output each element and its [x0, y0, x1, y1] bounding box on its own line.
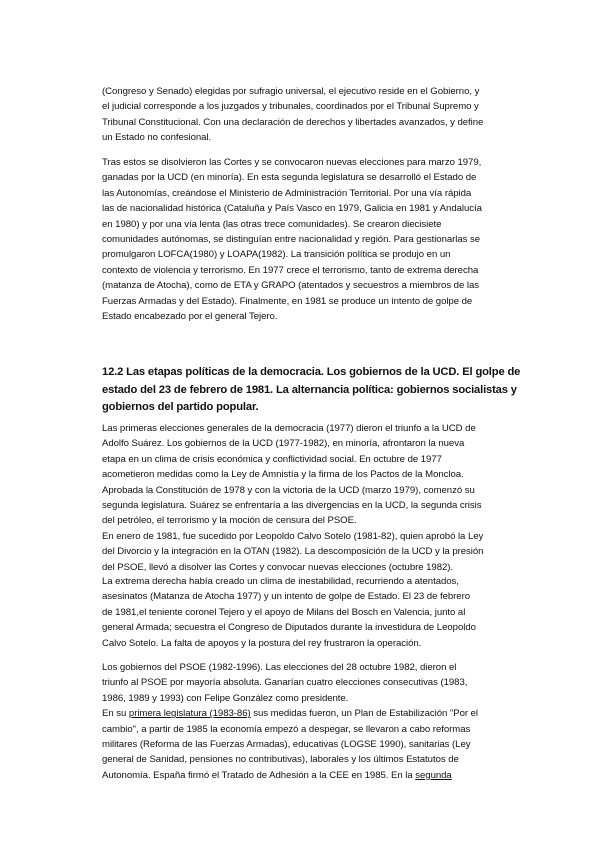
text-line: Estado encabezado por el general Tejero.	[102, 311, 278, 323]
text-line: segunda legislatura. Suárez se enfrentaría a las divergencias en la UCD, la segunda crisis	[102, 500, 482, 512]
text-line: general de Sanidad, pensiones no contributivas), laborales y los últimos Estatutos de	[102, 754, 459, 766]
text-line: Adolfo Suárez. Los gobiernos de la UCD (1977-1982), en minoría, afrontaron la nueva	[102, 438, 465, 450]
text-line-with-link	[102, 706, 502, 721]
text-line: 1986, 1989 y 1993) con Felipe González como presidente.	[102, 692, 349, 704]
text-fragment: En su	[102, 708, 129, 720]
text-line: promulgaron LOFCA(1980) y LOAPA(1982). La transición política se produjo en un	[102, 249, 451, 261]
text-line: del Divorcio y la integración en la OTAN (1982). La descomposición de la UCD y la presión	[102, 546, 484, 558]
text-line: de 1981,el teniente coronel Tejero y el apoyo de Milans del Bosch en Valencia, junto al	[102, 606, 466, 618]
paragraph-ucd-governments	[102, 421, 502, 575]
text-line: Tras estos se disolvieron las Cortes y se convocaron nuevas elecciones para marzo 1979,	[102, 157, 482, 168]
paragraph-constitution	[102, 84, 502, 146]
paragraph-psoe-governments	[102, 660, 502, 783]
text-line: (matanza de Atocha), como de ETA y GRAPO (atentados y secuestros a miembros de las	[102, 280, 479, 292]
text-line: Aprobada la Constitución de 1978 y con la victoria de la UCD (marzo 1979), comenzó su	[102, 484, 475, 496]
text-line: el judicial corresponde a los juzgados y tribunales, coordinados por el Tribunal Supremo y	[102, 101, 479, 113]
text-line: triunfo al PSOE por mayoría absoluta. Ganarían cuatro elecciones consecutivas (1983,	[102, 677, 468, 689]
primera-legislatura-link[interactable]: primera legislatura (1983-86)	[128, 708, 251, 720]
paragraph-coup-attempt	[102, 574, 502, 651]
text-line: La extrema derecha había creado un clima de inestabilidad, recurriendo a atentados,	[102, 576, 459, 587]
text-line: acometieron medidas como la Ley de Amnistía y la firma de los Pactos de la Moncloa.	[102, 469, 464, 481]
text-line: En enero de 1981, fue sucedido por Leopoldo Calvo Sotelo (1981-82), quien aprobó la Ley	[102, 530, 484, 542]
text-line: cambio", a partir de 1985 la economía empezó a despegar, se llevaron a cabo reformas	[102, 723, 471, 735]
text-line: Las primeras elecciones generales de la democracia (1977) dieron el triunfo a la UCD de	[102, 423, 476, 434]
text-line: etapa en un clima de crisis económica y conflictividad social. En octubre de 1977	[102, 453, 442, 465]
text-line: un Estado no confesional.	[102, 132, 212, 144]
text-line: general Armada; secuestra el Congreso de Diputados durante la investidura de Leopoldo	[102, 622, 476, 634]
text-line: del petróleo, el terrorismo y la moción de censura del PSOE.	[102, 515, 357, 527]
text-line: ganadas por la UCD (en minoría). En esta segunda legislatura se desarrolló el Estado de	[102, 172, 477, 184]
heading-line: gobiernos del partido popular.	[102, 401, 259, 414]
text-line: Tribunal Constitucional. Con una declaración de derechos y libertades avanzados, y define	[102, 116, 484, 128]
text-line: del PSOE, llevó a disolver las Cortes y convocar nuevas elecciones (octubre 1982).	[102, 561, 454, 573]
text-line: militares (Reforma de las Fuerzas Armadas), educativas (LOGSE 1990), sanitarias (Ley	[102, 739, 471, 751]
section-heading	[102, 364, 521, 417]
text-line: en 1980) y por una vía lenta (las otras trece comunidades). Se crearon diecisiete	[102, 218, 442, 230]
heading-line: estado del 23 de febrero de 1981. La alternancia política: gobiernos socialistas y	[102, 383, 517, 396]
text-line: asesinatos (Matanza de Atocha 1977) y un intento de golpe de Estado. El 23 de febrero	[102, 591, 471, 603]
text-line: las de nacionalidad histórica (Cataluña y País Vasco en 1979, Galicia en 1981 y Andalucía	[102, 203, 482, 215]
segunda-legislatura-link[interactable]: segunda	[415, 769, 452, 781]
heading-line: 12.2 Las etapas políticas de la democracia. Los gobiernos de la UCD. El golpe de	[102, 366, 521, 378]
text-line: Calvo Sotelo. La falta de apoyos y la postura del rey frustraron la operación.	[102, 637, 422, 649]
text-line: Fuerzas Armadas y del Estado). Finalmente, en 1981 se produce un intento de golpe de	[102, 295, 473, 307]
text-line: las Autonomías, creándose el Ministerio de Administración Territorial. Por una vía rápida	[102, 187, 472, 199]
text-line: comunidades autónomas, se distinguían entre nacionalidad y región. Para gestionarlas se	[102, 234, 481, 246]
text-fragment: sus medidas fueron, un Plan de Estabilización "Por el	[250, 708, 478, 720]
text-line-with-link	[102, 768, 502, 783]
text-fragment: Autonomía. España firmó el Tratado de Adhesión a la CEE en 1985. En la	[102, 769, 416, 781]
paragraph-ucd-second-legislature	[102, 155, 502, 324]
text-line: contexto de violencia y terrorismo. En 1977 crece el terrorismo, tanto de extrema derecha	[102, 264, 479, 276]
text-line: (Congreso y Senado) elegidas por sufragio universal, el ejecutivo reside en el Gobierno, y	[102, 86, 480, 97]
text-line: Los gobiernos del PSOE (1982-1996). Las elecciones del 28 octubre 1982, dieron el	[102, 662, 457, 673]
